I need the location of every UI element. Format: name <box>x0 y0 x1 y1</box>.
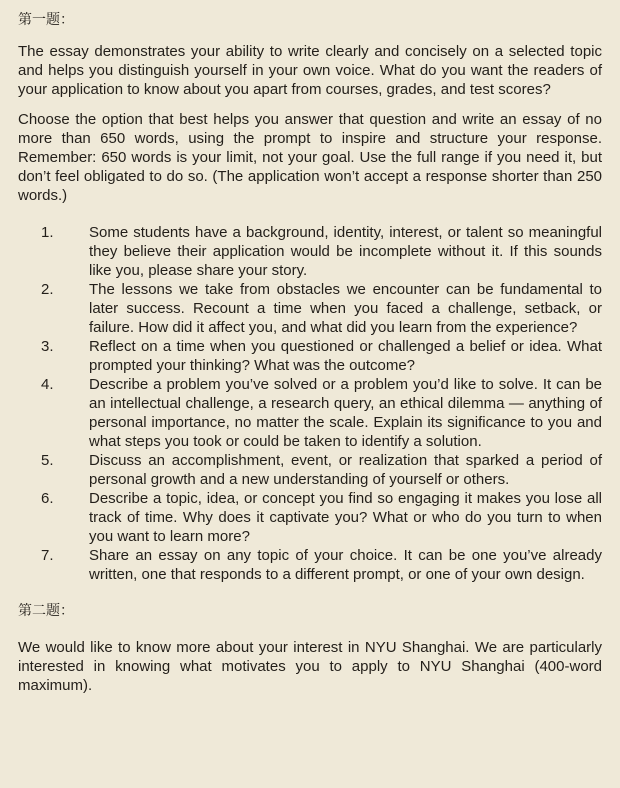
prompt-number: 1. <box>41 224 54 241</box>
prompt-text: Share an essay on any topic of your choice. It can be one you’ve already written, one that responds to a different prompt, or one of your own design. <box>89 547 602 583</box>
prompt-text: Discuss an accomplishment, event, or realization that sparked a period of personal growth and a new understanding of yourself or others. <box>89 452 602 488</box>
prompt-text: Describe a problem you’ve solved or a problem you’d like to solve. It can be an intellectual challenge, a research query, an ethical dilemma — anything of personal importance, no matter the scale. Explain its significance to you and what steps you took or could be taken to identify a solution. <box>89 376 602 450</box>
prompt-number: 6. <box>41 490 54 507</box>
prompt-item-7 <box>18 546 602 584</box>
prompt-number: 4. <box>41 376 54 393</box>
question-1-instructions-paragraph: Choose the option that best helps you answer that question and write an essay of no more than 650 words, using the prompt to inspire and structure your response. Remember: 650 words is your limit, not your goal. Use the full range if you need it, but don’t feel obligated to do so. (The application won’t accept a response shorter than 250 words.) <box>18 111 602 204</box>
prompt-list <box>18 223 602 584</box>
prompt-item-6 <box>18 489 602 546</box>
prompt-text: The lessons we take from obstacles we encounter can be fundamental to later success. Recount a time when you faced a challenge, setback, or failure. How did it affect you, and what did you learn from the experience? <box>89 281 602 336</box>
prompt-item-3 <box>18 337 602 375</box>
prompt-number: 3. <box>41 338 54 355</box>
question-1-section <box>18 10 602 584</box>
prompt-number: 2. <box>41 281 54 298</box>
question-2-paragraph: We would like to know more about your interest in NYU Shanghai. We are particularly interested in knowing what motivates you to apply to NYU Shanghai (400-word maximum). <box>18 639 602 694</box>
question-2-section <box>18 601 602 695</box>
prompt-item-2 <box>18 280 602 337</box>
prompt-item-4 <box>18 375 602 451</box>
prompt-item-1 <box>18 223 602 280</box>
question-1-heading: 第一题： <box>18 12 74 28</box>
prompt-number: 7. <box>41 547 54 564</box>
prompt-number: 5. <box>41 452 54 469</box>
question-2-heading: 第二题： <box>18 603 74 619</box>
prompt-text: Describe a topic, idea, or concept you find so engaging it makes you lose all track of time. Why does it captivate you? What or who do you turn to when you want to learn more? <box>89 490 602 545</box>
prompt-item-5 <box>18 451 602 489</box>
prompt-text: Reflect on a time when you questioned or challenged a belief or idea. What prompted your thinking? What was the outcome? <box>89 338 602 374</box>
prompt-text: Some students have a background, identity, interest, or talent so meaningful they believe their application would be incomplete without it. If this sounds like you, please share your story. <box>89 224 602 279</box>
question-1-intro-paragraph: The essay demonstrates your ability to write clearly and concisely on a selected topic and helps you distinguish yourself in your own voice. What do you want the readers of your application to know about you apart from courses, grades, and test scores? <box>18 43 602 98</box>
